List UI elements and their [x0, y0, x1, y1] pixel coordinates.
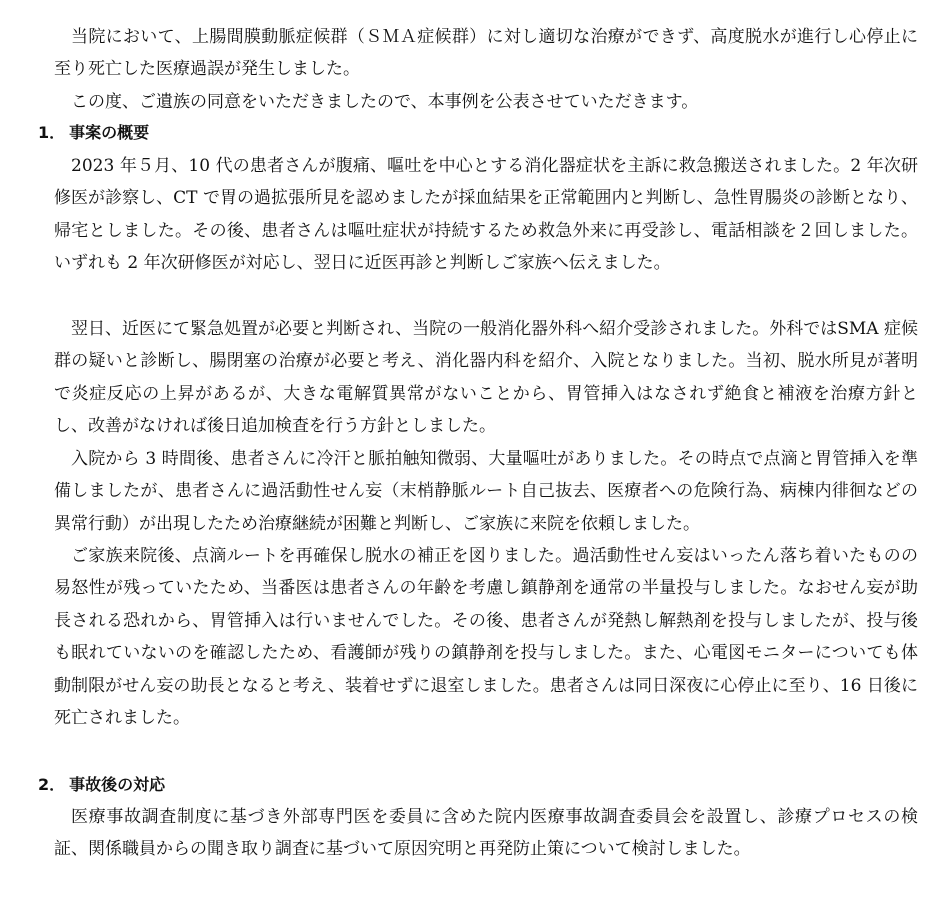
section-1-paragraph-2: 翌日、近医にて緊急処置が必要と判断され、当院の一般消化器外科へ紹介受診されました。外科ではSMA 症候群の疑いと診断し、腸閉塞の治療が必要と考え、消化器内科を紹介、入院となりました。当初、脱水所見が著明で炎症反応の上昇があるが、大きな電解質異常がないことから、胃管挿入はなされず絶食と補液を治療方針とし、改善がなければ後日追加検査を行う方針としました。: [54, 319, 918, 437]
section-1-paragraph-1: 2023 年５月、10 代の患者さんが腹痛、嘔吐を中心とする消化器症状を主訴に救急搬送されました。2 年次研修医が診察し、CT で胃の過拡張所見を認めましたが採血結果を正常範囲内と判断し、急性胃腸炎の診断となり、帰宅としました。その後、患者さんは嘔吐症状が持続するため救急外来に再受診し、電話相談を２回しました。いずれも 2 年次研修医が対応し、翌日に近医再診と判断しご家族へ伝えました。: [54, 156, 918, 274]
section-1-number: 1．: [38, 123, 66, 142]
section-2-heading: [38, 774, 165, 796]
section-1-heading: [38, 122, 149, 144]
section-2-title: 事故後の対応: [69, 775, 166, 794]
intro-paragraph-2: この度、ご遺族の同意をいただきましたので、本事例を公表させていただきます。: [71, 92, 699, 112]
intro-paragraph-1: 当院において、上腸間膜動脈症候群（ＳＭＡ症候群）に対し適切な治療ができず、高度脱水が進行し心停止に至り死亡した医療過誤が発生しました。: [54, 27, 918, 80]
section-2-paragraph-1: 医療事故調査制度に基づき外部専門医を委員に含めた院内医療事故調査委員会を設置し、診療プロセスの検証、関係職員からの聞き取り調査に基づいて原因究明と再発防止策について検討しました。: [54, 807, 918, 860]
section-2-number: 2．: [38, 775, 66, 794]
section-1-paragraph-4: ご家族来院後、点滴ルートを再確保し脱水の補正を図りました。過活動性せん妄はいったん落ち着いたものの易怒性が残っていたため、当番医は患者さんの年齢を考慮し鎮静剤を通常の半量投与しました。なおせん妄が助長される恐れから、胃管挿入は行いませんでした。その後、患者さんが発熱し解熱剤を投与しましたが、投与後も眠れていないのを確認したため、看護師が残りの鎮静剤を投与しました。また、心電図モニターについても体動制限がせん妄の助長となると考え、装着せずに退室しました。患者さんは同日深夜に心停止に至り、16 日後に死亡されました。: [54, 546, 918, 729]
section-1-title: 事案の概要: [69, 123, 150, 142]
section-1-paragraph-3: 入院から 3 時間後、患者さんに冷汗と脈拍触知微弱、大量嘔吐がありました。その時点で点滴と胃管挿入を準備しましたが、患者さんに過活動性せん妄（末梢静脈ルート自己抜去、医療者への危険行為、病棟内徘徊などの異常行動）が出現したため治療継続が困難と判断し、ご家族に来院を依頼しました。: [54, 449, 918, 534]
